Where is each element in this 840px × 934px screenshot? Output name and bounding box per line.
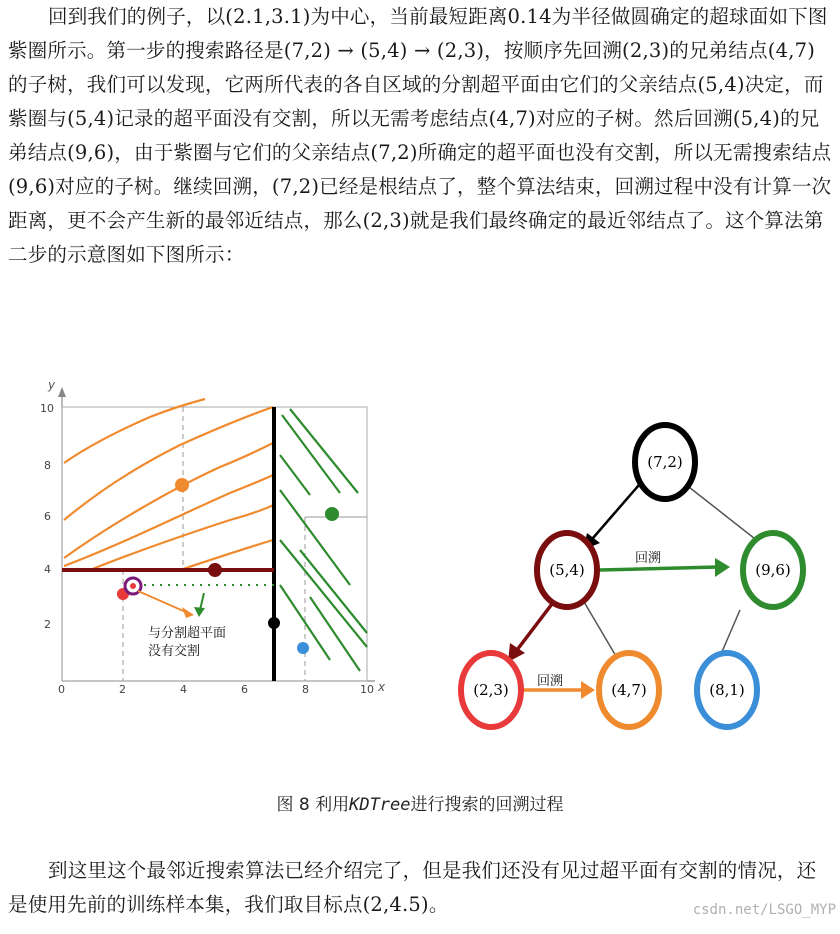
point-8-1 [297, 642, 309, 654]
figure-caption [0, 790, 840, 815]
x-tick-4: 4 [180, 683, 187, 696]
x-tick-10: 10 [360, 683, 374, 696]
watermark: csdn.net/LSGO_MYP [692, 902, 836, 918]
x-axis-label: x [378, 680, 386, 694]
caption-italic: KDTree [349, 795, 411, 815]
point-7-2 [268, 617, 280, 629]
svg-text:(9,6): (9,6) [755, 561, 791, 579]
paragraph-next: 到这里这个最邻近搜索算法已经介绍完了，但是我们还没有见过超平面有交割的情况，还是使用先前的训练样本集，我们取目标点(2,4.5)。 [8, 859, 817, 916]
x-tick-2: 2 [119, 683, 126, 696]
target-point [130, 583, 136, 589]
node-9-6 [743, 533, 803, 607]
x-tick-0: 0 [58, 683, 65, 696]
y-axis-label: y [48, 378, 56, 392]
caption-suffix: 进行搜索的回溯过程 [410, 795, 564, 815]
svg-text:(2,3): (2,3) [473, 681, 509, 699]
partition-plot [30, 375, 420, 715]
svg-text:(5,4): (5,4) [549, 561, 585, 579]
kdtree-diagram [455, 400, 835, 740]
x-tick-6: 6 [241, 683, 248, 696]
node-2-3 [461, 653, 521, 727]
paragraph-backtracking: 回到我们的例子，以(2.1,3.1)为中心，当前最短距离0.14为半径做圆确定的超球面如下图紫圈所示。第一步的搜索路径是(7,2) → (5,4) → (2,3)，按顺序先回溯(2,3)的兄弟结点(4,7)的子树，我们可以发现，它两所代表的各自区域的分割超平面由它们的父亲结点(5,4)决定，而紫圈与(5,4)记录的超平面没有交割，所以无需考虑结点(4,7)对应的子树。然后回溯(5,4)的兄弟结点(9,6)，由于紫圈与它们的父亲结点(7,2)所确定的超平面也没有交割，所以无需搜索结点(9,6)对应的子树。继续回溯，(7,2)已经是根结点了，整个算法结束，回溯过程中没有计算一次距离，更不会产生新的最邻近结点，那么(2,3)就是我们最终确定的最近邻结点了。这个算法第二步的示意图如下图所示： [8, 5, 832, 266]
backtrack-label-1: 回溯 [635, 551, 662, 566]
annotation-line2: 没有交割 [148, 644, 201, 659]
caption-prefix: 图 8 利用 [276, 795, 350, 815]
point-4-7 [175, 478, 189, 492]
node-8-1 [697, 653, 757, 727]
svg-text:(8,1): (8,1) [709, 681, 745, 699]
svg-text:(4,7): (4,7) [611, 681, 647, 699]
y-tick-8: 8 [44, 459, 51, 472]
x-tick-8: 8 [302, 683, 309, 696]
y-tick-6: 6 [44, 510, 51, 523]
point-5-4 [208, 563, 222, 577]
y-tick-4: 4 [44, 563, 51, 576]
node-5-4 [537, 533, 597, 607]
backtrack-label-2: 回溯 [537, 674, 564, 689]
node-7-2 [635, 425, 695, 499]
y-tick-2: 2 [44, 618, 51, 631]
point-9-6 [325, 507, 339, 521]
svg-text:(7,2): (7,2) [647, 453, 683, 471]
y-tick-10: 10 [40, 402, 54, 415]
annotation-line1: 与分割超平面 [148, 626, 227, 641]
node-4-7 [599, 653, 659, 727]
